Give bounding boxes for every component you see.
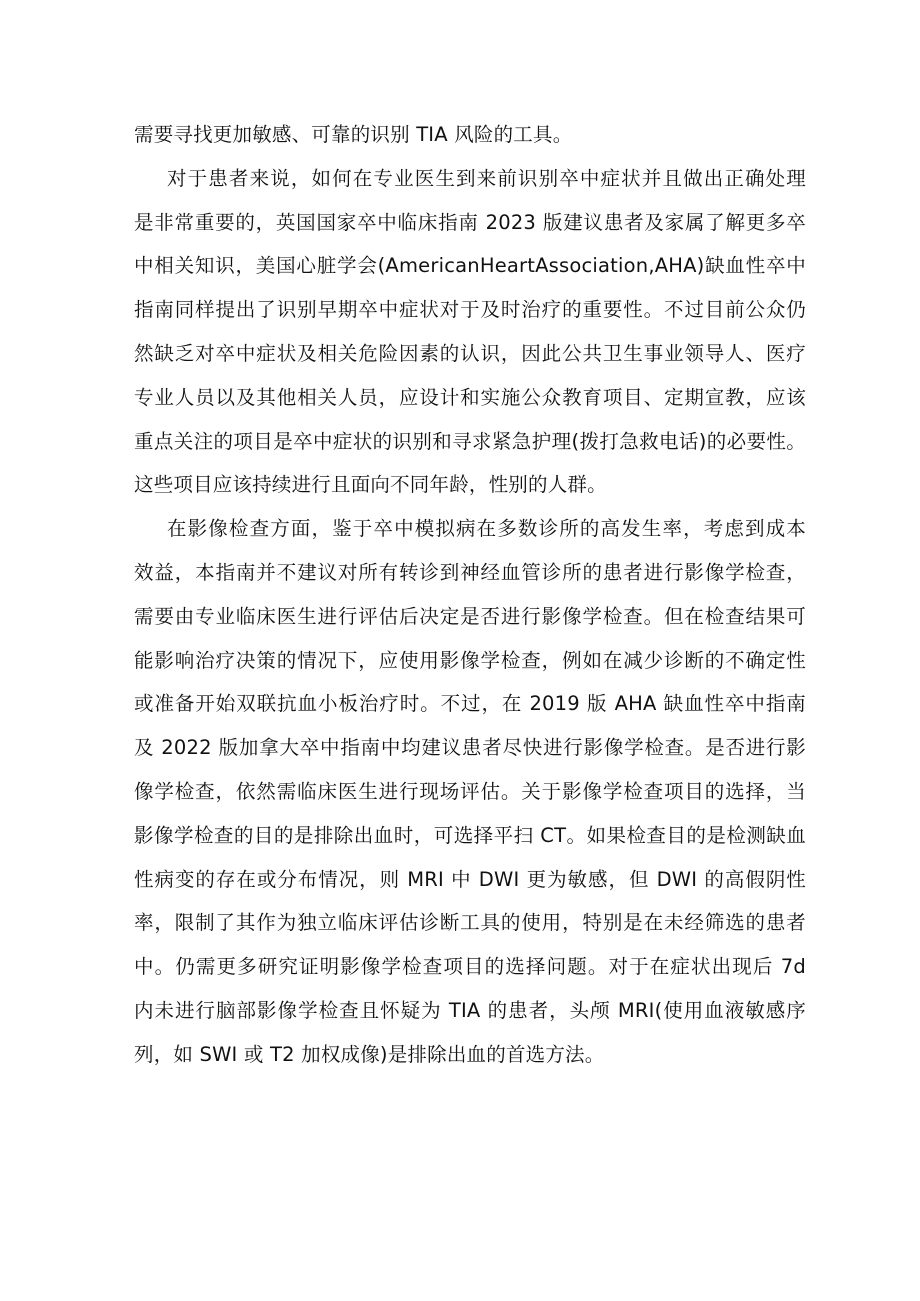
paragraph-3-line-7: 像学检查，依然需临床医生进行现场评估。关于影像学检查项目的选择，当 — [134, 779, 806, 803]
paragraph-3-line-10: 率，限制了其作为独立临床评估诊断工具的使用，特别是在未经筛选的患者 — [134, 911, 806, 935]
paragraph-3-line-4: 能影响治疗决策的情况下，应使用影像学检查，例如在减少诊断的不确定性 — [134, 648, 806, 672]
paragraph-2-line-2: 是非常重要的，英国国家卒中临床指南 2023 版建议患者及家属了解更多卒 — [134, 210, 806, 234]
paragraph-3-line-2: 效益，本指南并不建议对所有转诊到神经血管诊所的患者进行影像学检查， — [134, 560, 806, 584]
paragraph-3-line-3: 需要由专业临床医生进行评估后决定是否进行影像学检查。但在检查结果可 — [134, 604, 806, 628]
paragraph-3-line-1: 在影像检查方面，鉴于卒中模拟病在多数诊所的高发生率，考虑到成本 — [167, 517, 806, 541]
body-text — [134, 113, 806, 1077]
paragraph-3-line-5: 或准备开始双联抗血小板治疗时。不过，在 2019 版 AHA 缺血性卒中指南 — [134, 692, 806, 716]
paragraph-3-line-12: 内未进行脑部影像学检查且怀疑为 TIA 的患者，头颅 MRI(使用血液敏感序 — [134, 998, 806, 1022]
paragraph-3-line-8: 影像学检查的目的是排除出血时，可选择平扫 CT。如果检查目的是检测缺血 — [134, 823, 806, 847]
paragraph-3-line-9: 性病变的存在或分布情况，则 MRI 中 DWI 更为敏感，但 DWI 的高假阴性 — [134, 867, 806, 891]
paragraph-3-line-6: 及 2022 版加拿大卒中指南中均建议患者尽快进行影像学检查。是否进行影 — [134, 736, 806, 760]
paragraph-2-line-5: 然缺乏对卒中症状及相关危险因素的认识，因此公共卫生事业领导人、医疗 — [134, 341, 806, 365]
paragraph-2-line-7: 重点关注的项目是卒中症状的识别和寻求紧急护理(拨打急救电话)的必要性。 — [134, 429, 806, 453]
paragraph-2-line-1: 对于患者来说，如何在专业医生到来前识别卒中症状并且做出正确处理 — [167, 166, 806, 190]
paragraph-1-line-1: 需要寻找更加敏感、可靠的识别 TIA 风险的工具。 — [134, 123, 573, 146]
paragraph-3-line-13: 列，如 SWI 或 T2 加权成像)是排除出血的首选方法。 — [134, 1042, 605, 1066]
paragraph-2-line-6: 专业人员以及其他相关人员，应设计和实施公众教育项目、定期宣教，应该 — [134, 385, 806, 409]
paragraph-2-line-8: 这些项目应该持续进行且面向不同年龄，性别的人群。 — [134, 473, 607, 497]
paragraph-2-line-4: 指南同样提出了识别早期卒中症状对于及时治疗的重要性。不过目前公众仍 — [134, 298, 806, 322]
paragraph-2-line-3: 中相关知识，美国心脏学会(AmericanHeartAssociation,AHA)缺血性卒中 — [134, 254, 806, 278]
paragraph-3-line-11: 中。仍需更多研究证明影像学检查项目的选择问题。对于在症状出现后 7d — [134, 955, 806, 979]
